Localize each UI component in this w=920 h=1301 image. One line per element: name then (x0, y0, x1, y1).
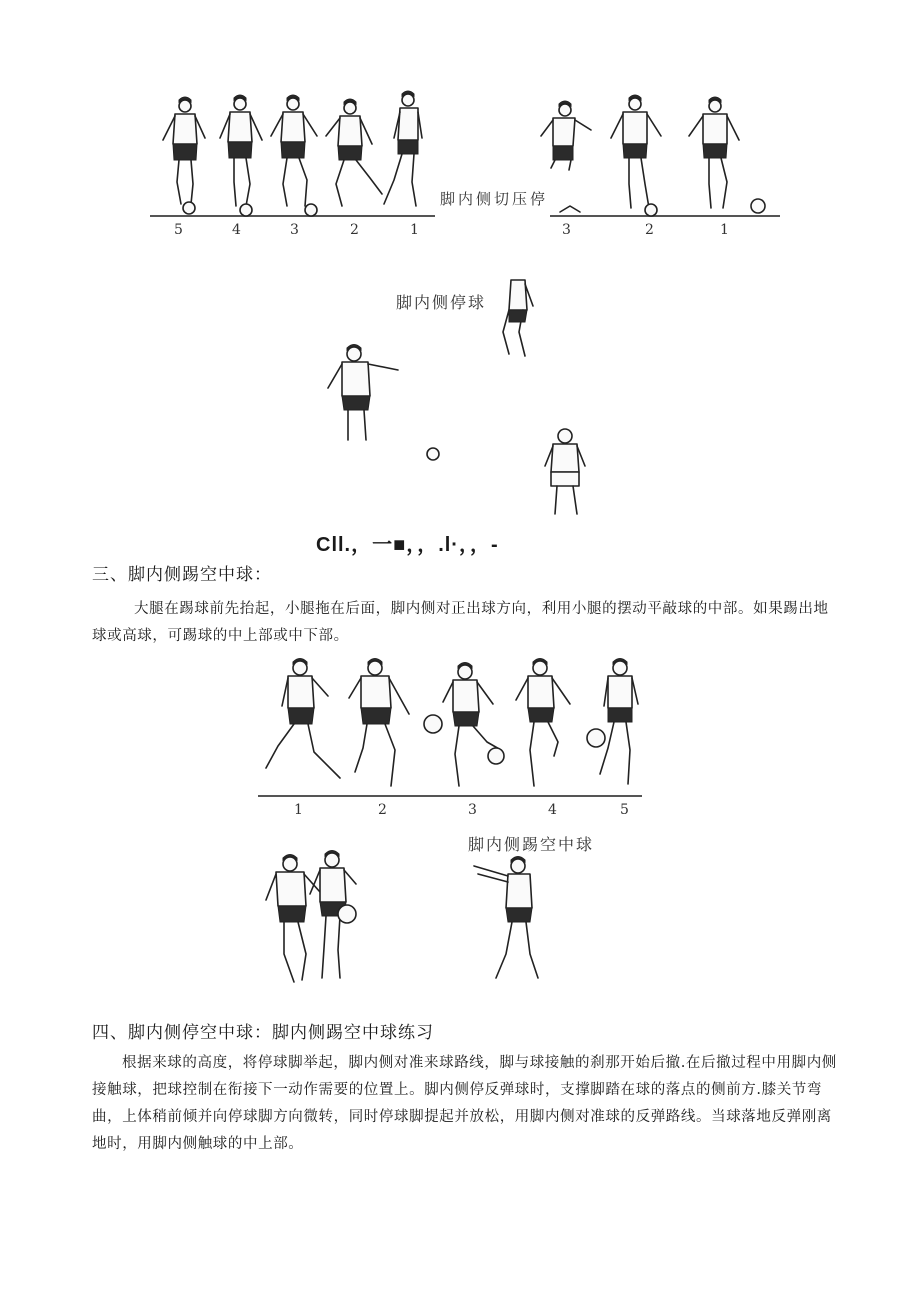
ball-icon (338, 905, 356, 923)
shoe-icon (560, 206, 580, 212)
section-4-heading: 四、脚内侧停空中球：脚内侧踢空中球练习 (92, 1023, 434, 1043)
player-figure (600, 659, 638, 785)
ball-icon (587, 729, 605, 747)
player-figure (443, 663, 501, 787)
player-figure (328, 345, 398, 441)
frame-number: 1 (410, 222, 419, 238)
frame-number: 1 (294, 802, 303, 818)
figure-inside-foot-stop (310, 258, 610, 520)
player-figure (503, 280, 533, 356)
frame-number: 2 (645, 222, 654, 238)
overlay-caption: 脚内侧切压停 (440, 190, 549, 208)
frame-number: 2 (350, 222, 359, 238)
figure-caption: 脚内侧停球 (396, 293, 487, 312)
player-figure (266, 855, 320, 983)
player-figure (689, 97, 739, 208)
player-figure (220, 95, 262, 216)
player-figure (384, 91, 422, 206)
player-figure (271, 95, 317, 216)
section-3-paragraph: 大腿在踢球前先抬起，小腿拖在后面，脚内侧对正出球方向，利用小腿的摆动平敲球的中部。如果踢出地球或高球，可踢球的中上部或中下部。 (92, 601, 829, 644)
frame-number: 5 (620, 802, 629, 818)
frame-number: 3 (562, 222, 571, 238)
player-figure (541, 101, 591, 170)
frame-number: 3 (290, 222, 299, 238)
ball-icon (488, 748, 504, 764)
frame-number: 4 (548, 802, 557, 818)
garbled-ocr-text: Cll.，一■，，.l·，，- (316, 534, 499, 556)
frame-number: 1 (720, 222, 729, 238)
frame-number: 2 (378, 802, 387, 818)
ball-icon (427, 448, 439, 460)
frame-number: 3 (468, 802, 477, 818)
section-4-paragraph: 根据来球的高度，将停球脚举起，脚内侧对准来球路线，脚与球接触的刹那开始后撤.在后撤过程中用脚内侧接触球，把球控制在衔接下一动作需要的位置上。脚内侧停反弹球时，支撑脚踏在球的落点的侧前方.膝关节弯曲，上体稍前倾并向停球脚方向微转，同时停球脚提起并放松，用脚内侧对准球的反弹路线。当球落地反弹刚离地时，用脚内侧触球的中上部。 (92, 1055, 837, 1152)
frame-number: 5 (174, 222, 183, 238)
ball-icon (424, 715, 442, 733)
figure-caption: 脚内侧踢空中球 (468, 835, 595, 854)
player-figure (349, 659, 409, 787)
player-figure (545, 429, 585, 514)
figure-inside-foot-cut-stop-sequence (140, 88, 790, 248)
player-figure (266, 659, 340, 779)
figure-inside-foot-volley-sequence (250, 652, 650, 997)
player-figure (163, 97, 205, 214)
player-figure (474, 857, 538, 979)
ball-icon (751, 199, 765, 213)
player-figure (611, 95, 661, 216)
frame-number: 4 (232, 222, 241, 238)
section-3-heading: 三、脚内侧踢空中球： (92, 565, 272, 585)
player-figure (516, 659, 570, 787)
player-figure (326, 99, 382, 206)
